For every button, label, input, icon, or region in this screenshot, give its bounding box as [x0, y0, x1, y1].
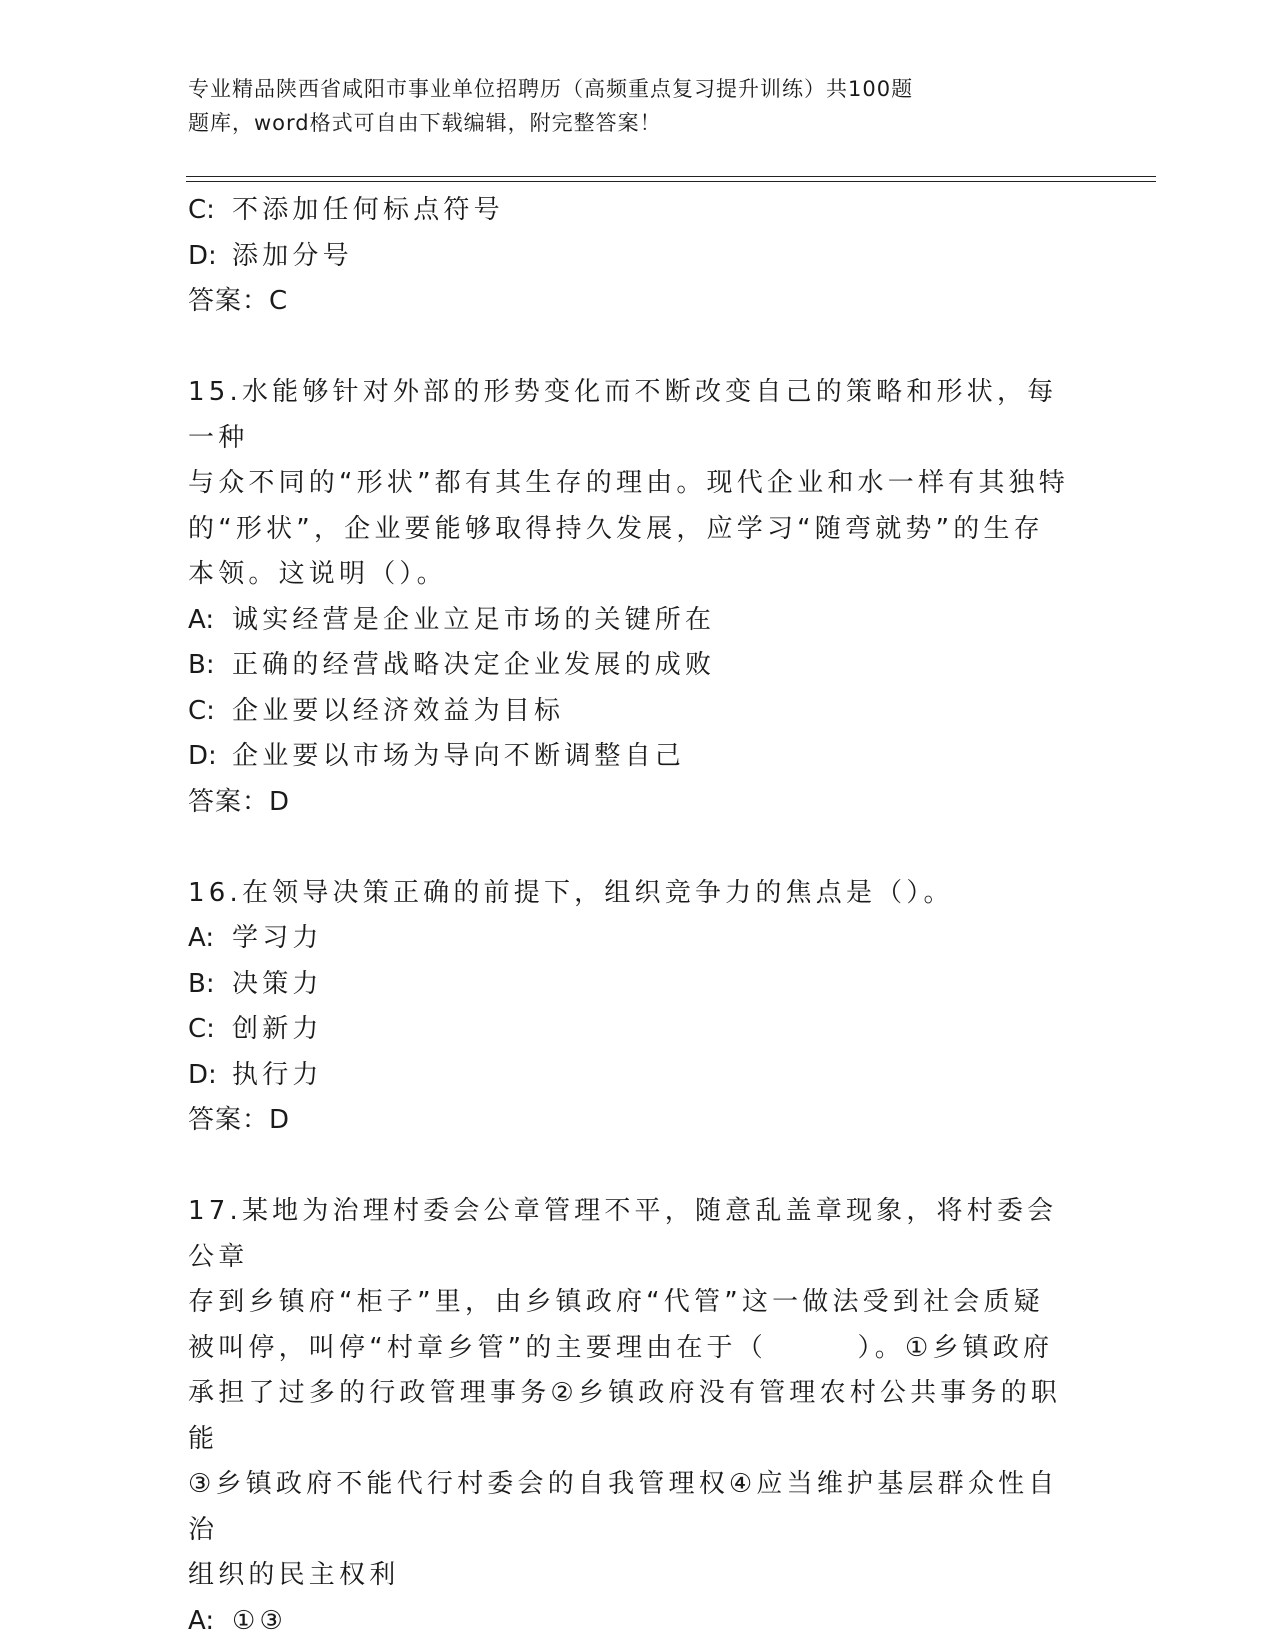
- option-text: 添加分号: [232, 240, 353, 271]
- question-stem-line: 16.在领导决策正确的前提下，组织竞争力的焦点是（）。: [188, 877, 954, 908]
- option-letter: D:: [188, 240, 217, 271]
- option-letter: B:: [188, 968, 215, 999]
- option-item: [188, 734, 1078, 780]
- header-title-line-2: 题库，word格式可自由下载编辑，附完整答案！: [188, 111, 662, 135]
- spacer: [188, 1144, 1078, 1190]
- option-item: [188, 1599, 1078, 1645]
- question-stem-line: 本领。这说明（）。: [188, 559, 447, 589]
- option-item: [188, 1007, 1078, 1053]
- option-letter: D:: [188, 1059, 217, 1090]
- option-item: [188, 188, 1078, 234]
- option-item: [188, 1053, 1078, 1099]
- option-letter: C:: [188, 1014, 215, 1044]
- question-content: [188, 188, 1078, 1644]
- page-header: [188, 72, 1028, 140]
- option-text: 创新力: [232, 1014, 323, 1044]
- option-letter: B:: [188, 650, 215, 680]
- option-text: 决策力: [232, 968, 323, 999]
- option-text: 学习力: [232, 923, 323, 953]
- option-letter: C:: [188, 695, 215, 726]
- question-stem-line: 17.某地为治理村委会公章管理不平，随意乱盖章现象，将村委会公章: [188, 1196, 1058, 1272]
- header-title-line-1: 专业精品陕西省咸阳市事业单位招聘历（高频重点复习提升训练）共100题: [188, 77, 914, 101]
- spacer: [188, 825, 1078, 871]
- answer-line: 答案：C: [188, 286, 289, 316]
- option-letter: A:: [188, 923, 215, 953]
- question-stem-line: 组织的民主权利: [188, 1560, 400, 1590]
- option-item: [188, 962, 1078, 1008]
- option-text: 企业要以市场为导向不断调整自己: [232, 741, 686, 771]
- option-letter: D:: [188, 741, 217, 771]
- option-text: ①③: [232, 1605, 288, 1636]
- option-text: 企业要以经济效益为目标: [232, 695, 565, 726]
- option-item: [188, 643, 1078, 689]
- question-stem-line: 被叫停，叫停“村章乡管”的主要理由在于（ ）。①乡镇政府: [188, 1332, 1054, 1363]
- question-stem-line: 15.水能够针对外部的形势变化而不断改变自己的策略和形状，每一种: [188, 377, 1058, 453]
- option-item: [188, 234, 1078, 280]
- question-17: [188, 1189, 1078, 1644]
- option-text: 不添加任何标点符号: [232, 195, 504, 225]
- option-letter: A:: [188, 1605, 215, 1636]
- option-item: [188, 916, 1078, 962]
- question-stem-line: ③乡镇政府不能代行村委会的自我管理权④应当维护基层群众性自治: [188, 1469, 1059, 1545]
- option-item: [188, 598, 1078, 644]
- option-text: 诚实经营是企业立足市场的关键所在: [232, 604, 716, 635]
- spacer: [188, 325, 1078, 371]
- answer-line: 答案：D: [188, 786, 291, 817]
- prev-question: [188, 188, 1078, 325]
- question-16: [188, 871, 1078, 1144]
- question-stem-line: 存到乡镇府“柜子”里，由乡镇政府“代管”这一做法受到社会质疑: [188, 1287, 1044, 1317]
- question-stem-line: 承担了过多的行政管理事务②乡镇政府没有管理农村公共事务的职能: [188, 1378, 1062, 1454]
- question-stem-line: 的“形状”，企业要能够取得持久发展，应学习“随弯就势”的生存: [188, 513, 1044, 544]
- option-letter: C:: [188, 195, 215, 225]
- option-item: [188, 689, 1078, 735]
- header-divider-top: [186, 176, 1156, 177]
- option-text: 执行力: [232, 1059, 323, 1090]
- question-stem-line: 与众不同的“形状”都有其生存的理由。现代企业和水一样有其独特: [188, 468, 1069, 498]
- answer-line: 答案：D: [188, 1105, 291, 1135]
- option-text: 正确的经营战略决定企业发展的成败: [232, 650, 716, 680]
- header-divider-bottom: [186, 181, 1156, 182]
- question-15: [188, 370, 1078, 825]
- option-letter: A:: [188, 604, 215, 635]
